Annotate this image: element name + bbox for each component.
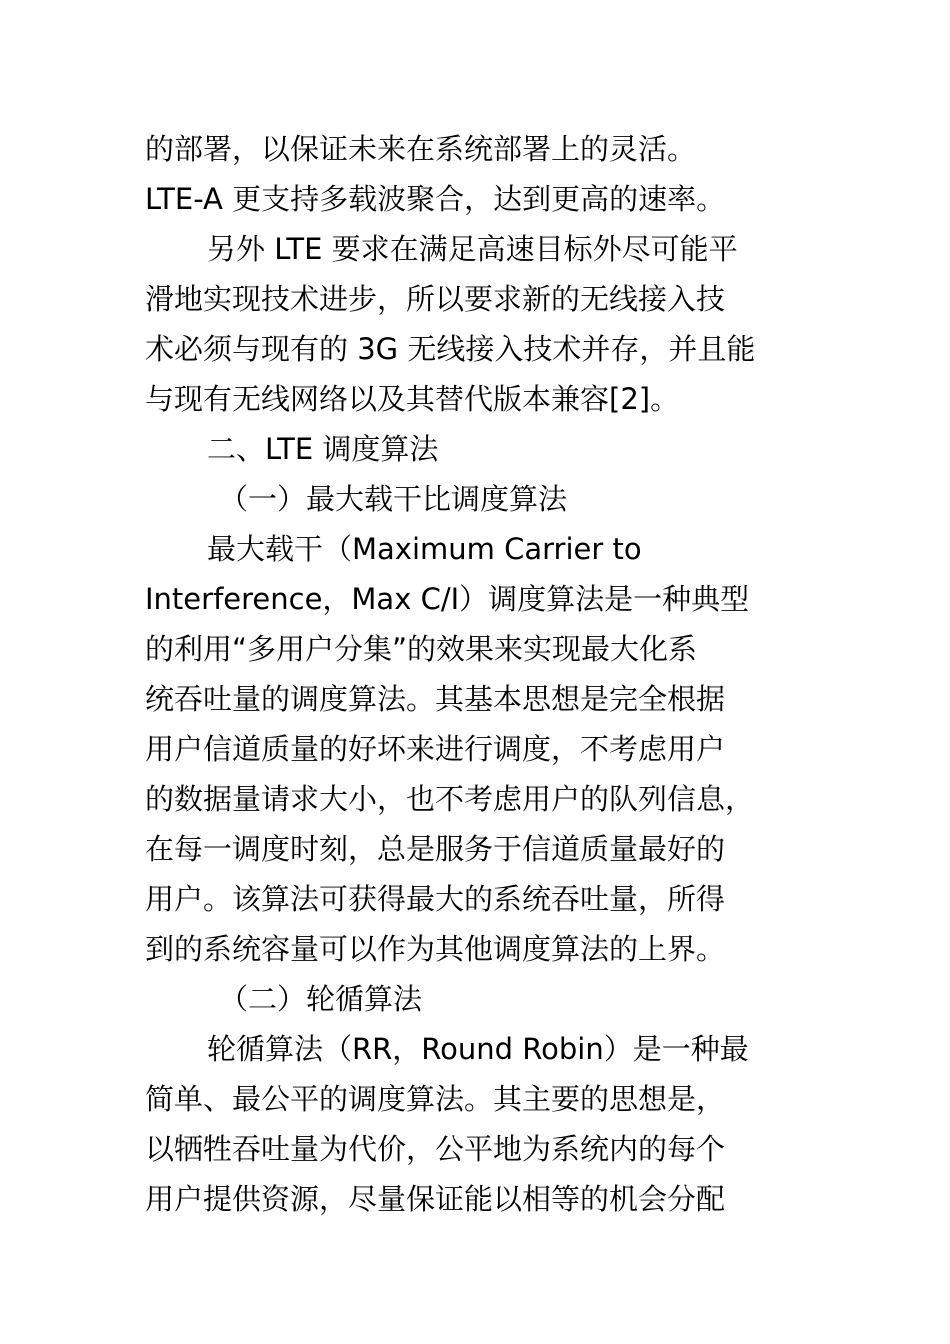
text-line: 的数据量请求大小，也不考虑用户的队列信息， [145, 782, 755, 816]
text-line: 统吞吐量的调度算法。其基本思想是完全根据 [145, 682, 726, 716]
text-line: 术必须与现有的 3G 无线接入技术并存，并且能 [145, 332, 756, 366]
section-heading: 二、LTE 调度算法 [207, 432, 439, 466]
text-line: 到的系统容量可以作为其他调度算法的上界。 [145, 932, 726, 966]
text-line: 与现有无线网络以及其替代版本兼容[2]。 [145, 382, 680, 416]
subsection-heading: （一）最大载干比调度算法 [219, 482, 568, 516]
text-line: Interference，Max C/I）调度算法是一种典型 [145, 582, 750, 616]
text-line: LTE-A 更支持多载波聚合，达到更高的速率。 [145, 182, 726, 216]
paragraph-start-line: 轮循算法（RR，Round Robin）是一种最 [207, 1032, 749, 1066]
text-line: 滑地实现技术进步，所以要求新的无线接入技 [145, 282, 726, 316]
text-line: 以牺牲吞吐量为代价，公平地为系统内的每个 [145, 1132, 726, 1166]
text-line: 的部署，以保证未来在系统部署上的灵活。 [145, 132, 697, 166]
text-line: 简单、最公平的调度算法。其主要的思想是， [145, 1082, 726, 1116]
text-line: 用户提供资源，尽量保证能以相等的机会分配 [145, 1182, 726, 1216]
text-line: 的利用“多用户分集”的效果来实现最大化系 [145, 632, 698, 666]
text-line: 在每一调度时刻，总是服务于信道质量最好的 [145, 832, 726, 866]
paragraph-start-line: 最大载干（Maximum Carrier to [207, 532, 642, 566]
subsection-heading: （二）轮循算法 [219, 982, 423, 1016]
text-line: 用户。该算法可获得最大的系统吞吐量，所得 [145, 882, 726, 916]
paragraph-start-line: 另外 LTE 要求在满足高速目标外尽可能平 [207, 232, 738, 266]
body-text [145, 124, 820, 1224]
text-line: 用户信道质量的好坏来进行调度，不考虑用户 [145, 732, 726, 766]
